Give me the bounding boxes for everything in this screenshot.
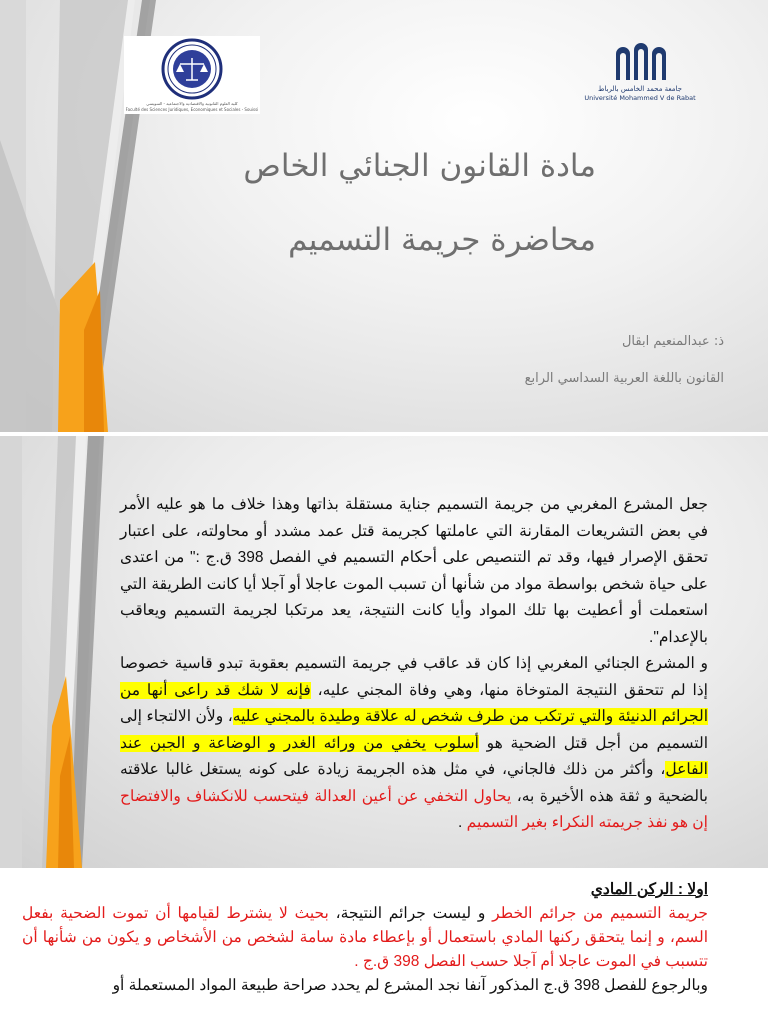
paragraph-1-text: و ليست جرائم النتيجة، bbox=[328, 905, 493, 922]
paragraph-1: جعل المشرع المغربي من جريمة التسميم جناية مستقلة بذاتها وهذا خلاف ما هو عليه الأمر في بعض التشريعات المقارنة التي عاملتها كجريمة قتل عمد مشدد أو محاولته، على اعتبار تحقق الإصرار فيها، وقد تم التنصيص على أحكام التسميم في الفصل 398 ق.ج :" من اعتدى على حياة شخص بواسطة مواد من شأنها أن تسبب الموت عاجلا أو آجلا أيا كانت الطريقة التي استعملت أو أعطيت بها تلك المواد وأيا كانت النتيجة، يعد مرتكبا لجريمة التسميم ويعاقب بالإعدام". bbox=[120, 496, 708, 646]
author-line: ذ: عبدالمنعيم ابقال bbox=[621, 334, 724, 349]
faculty-caption-fr: Faculté des Sciences Juridiques, Economiques et Sociales - Souissi bbox=[125, 107, 259, 112]
slide2-body bbox=[120, 492, 708, 837]
course-title: مادة القانون الجنائي الخاص bbox=[243, 148, 596, 184]
course-line: القانون باللغة العربية السداسي الرابع bbox=[524, 371, 724, 386]
emphasis-text: يحاول التخفي عن أعين العدالة فيتحسب للانكشاف والافتضاح إن هو نفذ جريمته النكراء بغير التسميم bbox=[120, 787, 708, 831]
university-name-ar: جامعة محمد الخامس بالرباط bbox=[597, 85, 683, 93]
section-heading: اولا : الركن المادي bbox=[590, 881, 708, 898]
highlight-text: أسلوب يخفي من ورائه الغدر و الوضاعة و الجبن عند الفاعل bbox=[120, 734, 708, 778]
university-name-fr: Université Mohammed V de Rabat bbox=[584, 94, 696, 102]
paragraph-2-text: و المشرع الجنائي المغربي إذا كان قد عاقب في جريمة التسميم بعقوبة تبدو قاسية خصوصا إذا لم تتحقق النتيجة المتوخاة منها، وهي وفاة المجني عليه، bbox=[120, 655, 708, 699]
university-logo bbox=[584, 42, 696, 104]
emphasis-text: بحيث لا يشترط لقيامها أن تموت الضحية بفعل السم، و إنما يتحقق ركنها المادي باستعمال أو بإعطاء مادة سامة لشخص من الأشخاص و يكون من شأنها أن تتسبب في الموت عاجلا أم آجلا حسب الفصل 398 ق.ج . bbox=[22, 905, 708, 970]
emphasis-text: جريمة التسميم من جرائم الخطر bbox=[492, 905, 709, 922]
highlight-text: فإنه لا شك قد راعى أنها من الجرائم الدنيئة والتي ترتكب من طرف شخص له علاقة وطيدة بالمجني عليه bbox=[120, 681, 709, 725]
paragraph-2-text: ، وأكثر من ذلك فالجاني، في مثل هذه الجريمة زيادة على كونه يستغل غالبا علاقته بالضحية و ثقة هذه الأخيرة به، bbox=[120, 761, 708, 805]
content-slide bbox=[0, 436, 768, 868]
paragraph-2-text: ، ولأن الالتجاء إلى التسميم من أجل قتل الضحية هو bbox=[120, 708, 708, 752]
paragraph-2-text: . bbox=[458, 814, 467, 831]
faculty-caption-ar: كلية العلوم القانونية والاقتصادية والاجتماعية - السويسي bbox=[146, 101, 238, 106]
paragraph-1 bbox=[22, 902, 708, 974]
title-slide bbox=[0, 0, 768, 432]
paragraph-2: وبالرجوع للفصل 398 ق.ج المذكور آنفا نجد المشرع لم يحدد صراحة طبيعة المواد المستعملة أو bbox=[112, 977, 708, 994]
paragraph-2 bbox=[120, 651, 708, 837]
faculty-logo bbox=[124, 36, 260, 114]
content-slide-partial bbox=[0, 868, 768, 1024]
lecture-title: محاضرة جريمة التسميم bbox=[288, 222, 596, 258]
slide3-body bbox=[22, 878, 708, 998]
